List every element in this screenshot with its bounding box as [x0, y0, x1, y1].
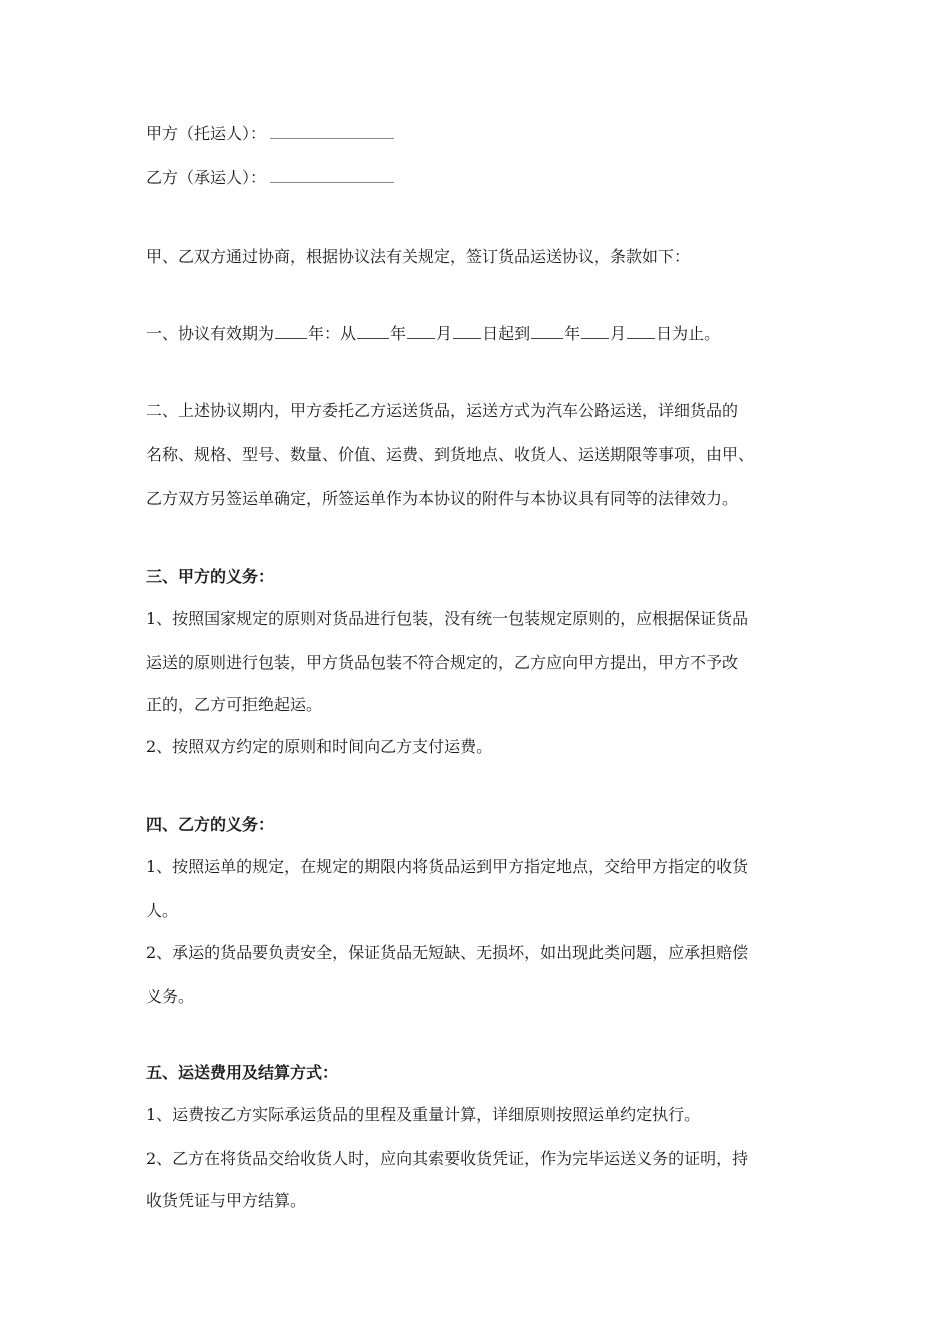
article1-text-1: 一、协议有效期为 [146, 324, 275, 343]
party-b-line [146, 164, 395, 190]
article1-text-6: 年 [564, 324, 581, 343]
article4-line-4: 义务。 [146, 987, 195, 1006]
article3-line-3: 正的，乙方可拒绝起运。 [146, 695, 323, 714]
article5-line-1: 1、运费按乙方实际承运货品的里程及重量计算，详细原则按照运单约定执行。 [146, 1105, 701, 1124]
article4-line-2: 人。 [146, 901, 179, 920]
article4-heading: 四、乙方的义务： [146, 815, 275, 834]
blank-end-day [627, 320, 655, 339]
article2-line-1: 二、上述协议期内，甲方委托乙方运送货品，运送方式为汽车公路运送，详细货品的 [146, 401, 739, 420]
article1-text-4: 月 [436, 324, 453, 343]
article1-text-3: 年 [390, 324, 407, 343]
article5-heading: 五、运送费用及结算方式： [146, 1063, 339, 1082]
article3-line-4: 2、按照双方约定的原则和时间向乙方支付运费。 [146, 737, 493, 756]
blank-years [275, 320, 307, 339]
article2-line-3: 乙方双方另签运单确定，所签运单作为本协议的附件与本协议具有同等的法律效力。 [146, 489, 739, 508]
party-a-blank [270, 120, 394, 139]
article1-text-8: 日为止。 [656, 324, 721, 343]
article2-line-2: 名称、规格、型号、数量、价值、运费、到货地点、收货人、运送期限等事项，由甲、 [146, 445, 755, 464]
intro-paragraph: 甲、乙双方通过协商，根据协议法有关规定，签订货品运送协议，条款如下： [146, 247, 691, 266]
article5-line-2: 2、乙方在将货品交给收货人时，应向其索要收货凭证，作为完毕运送义务的证明，持 [146, 1149, 749, 1168]
blank-start-month [407, 320, 435, 339]
article3-line-2: 运送的原则进行包装，甲方货品包装不符合规定的，乙方应向甲方提出，甲方不予改 [146, 653, 739, 672]
party-a-label: 甲方（托运人）： [146, 124, 267, 143]
blank-end-year [531, 320, 563, 339]
party-b-blank [270, 164, 394, 183]
article1-text-2: 年：从 [308, 324, 357, 343]
article1-text-5: 日起到 [482, 324, 531, 343]
party-b-label: 乙方（承运人）： [146, 168, 267, 187]
article1-line [146, 320, 720, 346]
article3-heading: 三、甲方的义务： [146, 567, 275, 586]
blank-start-day [453, 320, 481, 339]
article3-line-1: 1、按照国家规定的原则对货品进行包装，没有统一包装规定原则的，应根据保证货品 [146, 609, 749, 628]
party-a-line [146, 120, 395, 146]
article4-line-3: 2、承运的货品要负责安全，保证货品无短缺、无损坏，如出现此类问题，应承担赔偿 [146, 943, 749, 962]
blank-end-month [581, 320, 609, 339]
blank-start-year [357, 320, 389, 339]
article4-line-1: 1、按照运单的规定，在规定的期限内将货品运到甲方指定地点，交给甲方指定的收货 [146, 857, 749, 876]
article1-text-7: 月 [610, 324, 627, 343]
article5-line-3: 收货凭证与甲方结算。 [146, 1191, 307, 1210]
